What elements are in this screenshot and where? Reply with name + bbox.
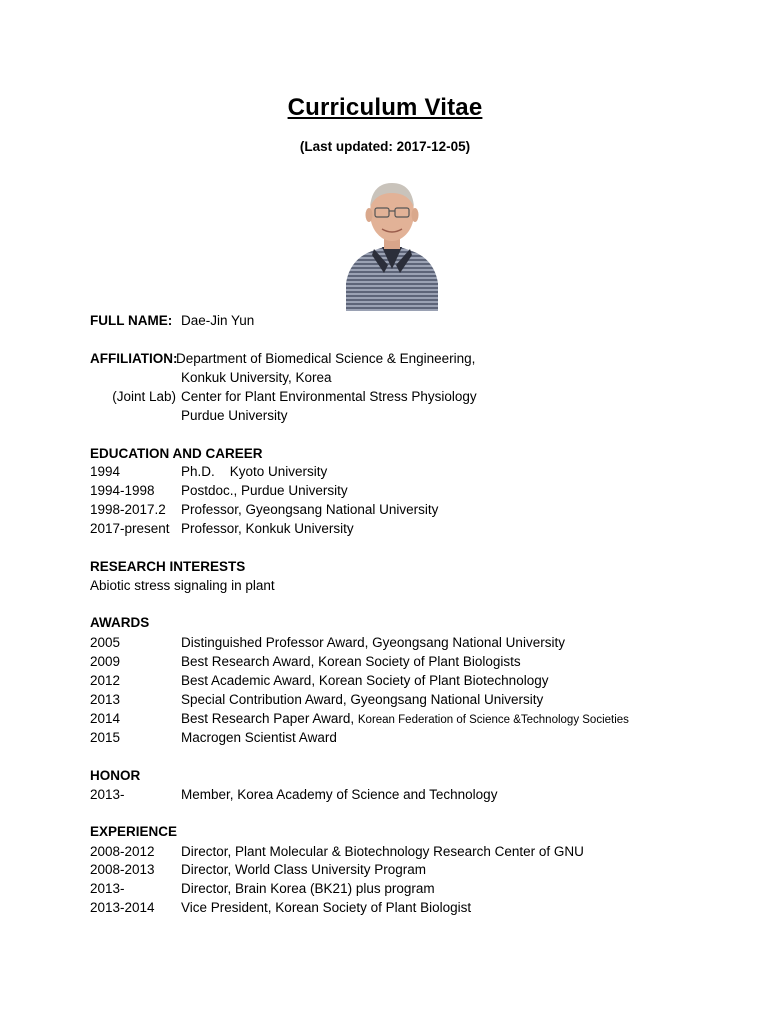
award-year: 2005 (90, 635, 121, 650)
research-text: Abiotic stress signaling in plant (90, 578, 275, 593)
affiliation-line: Konkuk University, Korea (181, 370, 332, 385)
award-year: 2014 (90, 711, 121, 726)
education-text: Ph.D. Kyoto University (181, 464, 328, 479)
page-title: Curriculum Vitae (287, 94, 483, 121)
award-year: 2012 (90, 673, 121, 688)
education-year: 1998-2017.2 (90, 502, 166, 517)
award-text: Macrogen Scientist Award (181, 730, 337, 745)
full-name-label: FULL NAME: (90, 313, 173, 328)
award-year: 2013 (90, 692, 121, 707)
experience-year: 2013-2014 (90, 900, 155, 915)
award-text: Distinguished Professor Award, Gyeongsang National University (181, 635, 565, 650)
experience-year: 2008-2013 (90, 862, 155, 877)
profile-photo (344, 175, 440, 311)
full-name-value: Dae-Jin Yun (181, 313, 255, 328)
experience-year: 2008-2012 (90, 844, 155, 859)
research-heading: RESEARCH INTERESTS (90, 559, 246, 574)
experience-text: Director, Plant Molecular & Biotechnology Research Center of GNU (181, 844, 584, 859)
award-year: 2009 (90, 654, 121, 669)
education-text: Professor, Gyeongsang National University (181, 502, 439, 517)
award-text: Special Contribution Award, Gyeongsang National University (181, 692, 544, 707)
affiliation-label: AFFILIATION: (90, 351, 178, 366)
award-text: Best Academic Award, Korean Society of Plant Biotechnology (181, 673, 549, 688)
awards-heading: AWARDS (90, 615, 150, 630)
award-year: 2015 (90, 730, 121, 745)
education-text: Professor, Konkuk University (181, 521, 354, 536)
joint-lab-label: (Joint Lab) (112, 389, 176, 404)
affiliation-line: Department of Biomedical Science & Engineering, (176, 351, 476, 366)
honor-text: Member, Korea Academy of Science and Technology (181, 787, 498, 802)
education-year: 2017-present (90, 521, 170, 536)
education-text: Postdoc., Purdue University (181, 483, 348, 498)
education-year: 1994-1998 (90, 483, 155, 498)
affiliation-line: Purdue University (181, 408, 288, 423)
honor-year: 2013- (90, 787, 125, 802)
award-organization: Korean Federation of Science &Technology Societies (357, 714, 629, 726)
experience-text: Director, Brain Korea (BK21) plus program (181, 881, 435, 896)
affiliation-line: Center for Plant Environmental Stress Physiology (181, 389, 477, 404)
award-text: Best Research Paper Award, (181, 711, 355, 726)
experience-text: Vice President, Korean Society of Plant Biologist (181, 900, 472, 915)
honor-heading: HONOR (90, 768, 141, 783)
experience-heading: EXPERIENCE (90, 824, 178, 839)
experience-year: 2013- (90, 881, 125, 896)
education-heading: EDUCATION AND CAREER (90, 446, 263, 461)
experience-text: Director, World Class University Program (181, 862, 427, 877)
award-row (181, 710, 629, 729)
last-updated: (Last updated: 2017-12-05) (299, 139, 471, 154)
education-year: 1994 (90, 464, 121, 479)
award-text: Best Research Award, Korean Society of Plant Biologists (181, 654, 521, 669)
